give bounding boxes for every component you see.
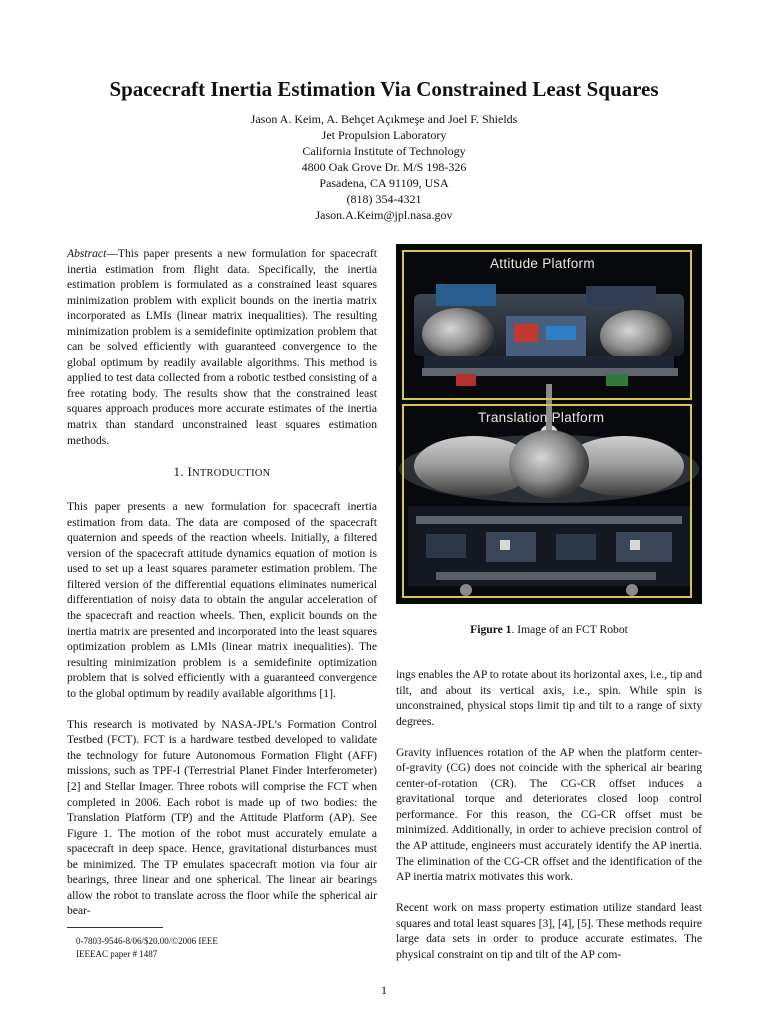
affiliation-line: Pasadena, CA 91109, USA — [319, 176, 449, 190]
footnote — [76, 935, 218, 960]
translation-platform-label: Translation Platform — [478, 410, 605, 425]
abstract-label: Abstract — [67, 247, 107, 260]
paper-title: Spacecraft Inertia Estimation Via Constrained Least Squares — [109, 77, 659, 101]
affiliation-line: (818) 354-4321 — [346, 192, 422, 206]
left-column — [67, 246, 377, 934]
footnote-rule — [67, 927, 163, 928]
author-email[interactable]: Jason.A.Keim@jpl.nasa.gov — [315, 208, 453, 222]
caption-text: . Image of an FCT Robot — [511, 623, 628, 636]
caption-label: Figure 1 — [470, 623, 512, 636]
intro-paragraph-1: This paper presents a new formulation for spacecraft inertia estimation from data. The data are composed of the spacecraft quaternion and speeds of the reaction wheels. Initially, a filtered version of the spacecraft attitude dynamics equation of motion is used to set up a least squares parameter estimation problem. The filtered version of the differential equations eliminates numerical differentiation of noisy data to obtain the angular acceleration of the spacecraft and reaction wheels. Then, explicit bounds on the inertia matrix are presented and incorporated into the least squares optimization problem as LMIs (linear matrix inequalities). The resulting minimization problem is a semidefinite optimization problem that is solved efficiently with a guaranteed convergence to the global optimum by readily available algorithms [1]. — [67, 500, 377, 700]
author-names: Jason A. Keim, A. Behçet Açıkmeşe and Joel F. Shields — [250, 112, 518, 126]
figure-fct-robot — [396, 244, 702, 604]
page-number: 1 — [381, 983, 387, 997]
abstract — [67, 246, 377, 448]
attitude-platform-box — [402, 250, 692, 400]
section-initial: I — [187, 463, 193, 479]
right-paragraph-2: Gravity influences rotation of the AP when the platform center-of-gravity (CG) does not coincide with the spherical air bearing center-of-rotation (CR). The CG-CR offset induces a gravitational torque and deteriorates closed loop control performance. For this reason, the CG-CR offset must be minimized. Additionally, in order to achieve precision control of the AP attitude, engineers must accurately identify the AP inertia. The elimination of the CG-CR offset and the identification of the AP inertia matrix motivates this work. — [396, 745, 702, 884]
translation-platform-box — [402, 404, 692, 598]
right-paragraph-3: Recent work on mass property estimation utilize standard least squares and total least squares [3], [4], [5]. These methods require large data sets in order to produce accurate estimates. The physical constraint on tip and tilt of the AP com- — [396, 901, 702, 961]
affiliation-line: Jet Propulsion Laboratory — [321, 128, 447, 142]
footnote-paper-id: IEEEAC paper # 1487 — [76, 948, 158, 959]
section-title-rest: NTRODUCTION — [192, 467, 271, 479]
footnote-copyright: 0-7803-9546-8/06/$20.00/©2006 IEEE — [76, 936, 218, 946]
affiliation-line: California Institute of Technology — [302, 144, 466, 158]
right-column — [396, 667, 702, 978]
author-block — [184, 111, 584, 223]
right-paragraph-1: ings enables the AP to rotate about its horizontal axes, i.e., tip and tilt, and about its vertical axis, i.e., spin. While spin is unconstrained, physical stops limit tip and tilt to a range of sixty degrees. — [396, 668, 702, 728]
figure-caption — [396, 622, 702, 637]
abstract-text: —This paper presents a new formulation for spacecraft inertia estimation from flight data. Specifically, the inertia estimation problem is formulated as a constrained least squares minimization problem with explicit bounds on the inertia matrix incorporated as LMIs (linear matrix inequalities). The resulting minimization problem is a semidefinite optimization problem that can be solved efficiently with guaranteed convergence to the global optimum by readily available algorithms. This method is applied to test data collected from a robotic testbed consisting of a free rotating body. The results show that the constrained least squares approach produces more accurate estimates of the inertia matrix than standard unconstrained least squares estimation methods. — [67, 247, 377, 447]
intro-paragraph-2: This research is motivated by NASA-JPL’s Formation Control Testbed (FCT). FCT is a hardware testbed developed to validate the technology for future Autonomous Formation Flight (AFF) missions, such as TPF-I (Terrestrial Planet Finder Interferometer) [2] and Stellar Imager. Three robots will comprise the FCT when completed in 2006. Each robot is made up of two bodies: the Translation Platform (TP) and the Attitude Platform (AP). See Figure 1. The motion of the robot must accurately emulate a spacecraft in deep space. Hence, gravitational disturbances must be minimized. The TP emulates spacecraft motion via four air bearings, three linear and one spherical. The linear air bearings allow the robot to translate across the floor while the spherical air bear- — [67, 717, 377, 918]
affiliation-line: 4800 Oak Grove Dr. M/S 198-326 — [301, 160, 467, 174]
attitude-platform-label: Attitude Platform — [490, 256, 595, 271]
section-heading-introduction — [67, 464, 377, 482]
section-number: 1. — [173, 463, 188, 479]
